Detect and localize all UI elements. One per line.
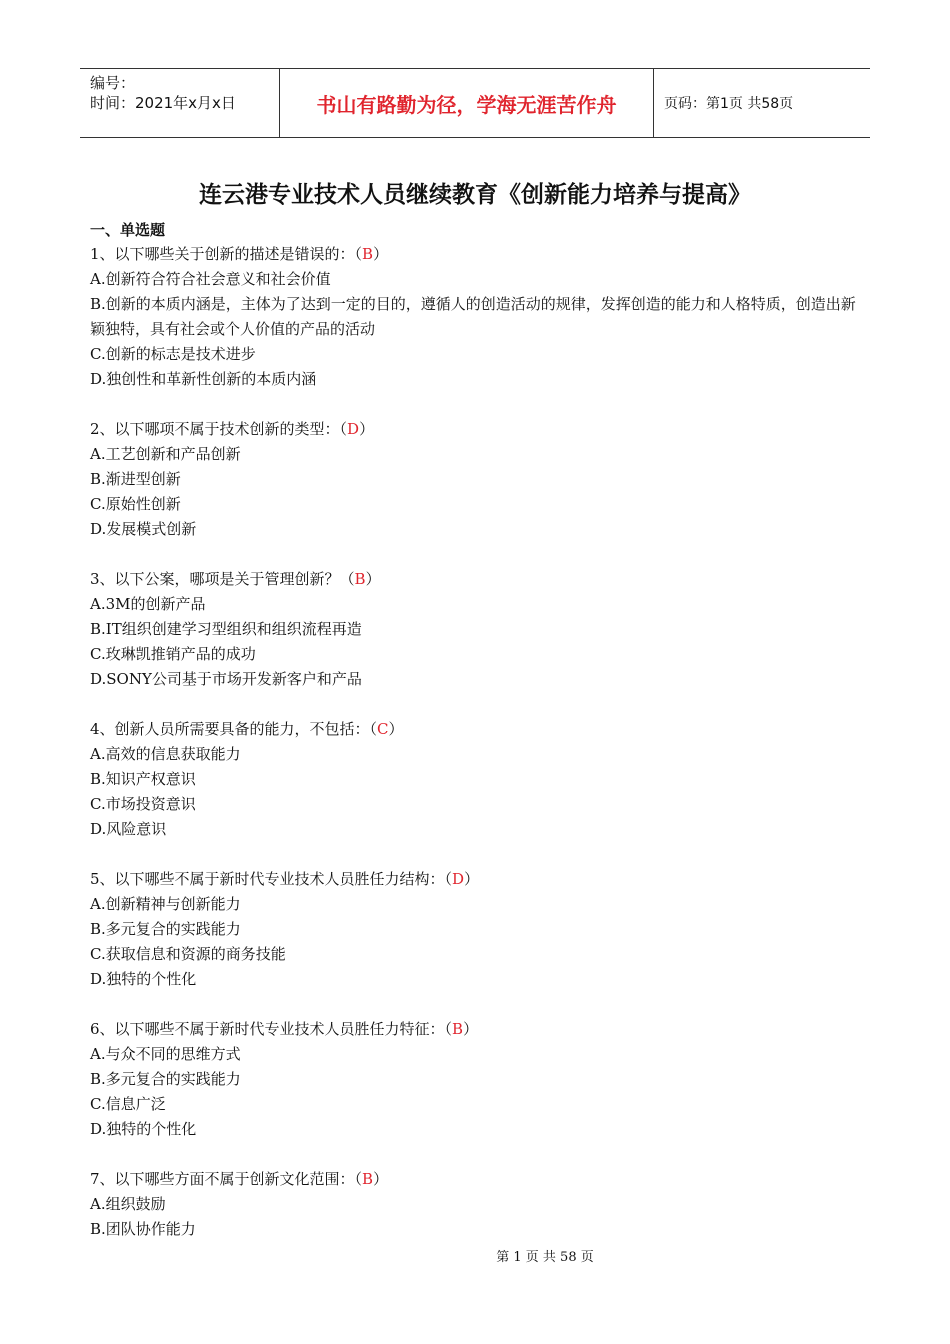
answer-letter: B (362, 1170, 374, 1188)
option-item: C.创新的标志是技术进步 (90, 345, 256, 363)
option-item: A.高效的信息获取能力 (90, 745, 241, 763)
question-stem (90, 867, 870, 892)
option-item: B.IT组织创建学习型组织和组织流程再造 (90, 620, 362, 638)
question-list (90, 242, 870, 1242)
option-item: A.工艺创新和产品创新 (90, 445, 241, 463)
time-label: 时间：2021年x月x日 (90, 94, 236, 112)
option-item: C.获取信息和资源的商务技能 (90, 945, 286, 963)
question-block (90, 1167, 870, 1242)
question-stem (90, 717, 870, 742)
answer-letter: B (354, 570, 366, 588)
option-item: A.创新符合符合社会意义和社会价值 (90, 270, 331, 288)
answer-close-paren: ） (388, 720, 404, 738)
question-block (90, 417, 870, 542)
footer-page-number: 第 1 页 共 58 页 (496, 1250, 594, 1265)
question-stem (90, 1167, 870, 1192)
question-block (90, 717, 870, 842)
page-header (80, 68, 870, 138)
question-text: 6、以下哪些不属于新时代专业技术人员胜任力特征：（ (90, 1020, 453, 1038)
answer-close-paren: ） (373, 245, 389, 263)
question-text: 3、以下公案，哪项是关于管理创新？（ (90, 570, 355, 588)
header-page-info: 页码：第1页 共58页 (664, 96, 794, 112)
option-item: A.组织鼓励 (90, 1195, 166, 1213)
question-text: 1、以下哪些关于创新的描述是错误的：（ (90, 245, 363, 263)
option-item: D.SONY公司基于市场开发新客户和产品 (90, 670, 362, 688)
option-item: C.原始性创新 (90, 495, 181, 513)
answer-letter: D (347, 420, 360, 438)
question-text: 5、以下哪些不属于新时代专业技术人员胜任力结构：（ (90, 870, 453, 888)
header-meta (80, 69, 280, 137)
option-item: B.多元复合的实践能力 (90, 920, 241, 938)
question-text: 7、以下哪些方面不属于创新文化范围：（ (90, 1170, 363, 1188)
header-motto: 书山有路勤为径，学海无涯苦作舟 (280, 69, 654, 137)
number-label: 编号： (90, 74, 136, 92)
answer-close-paren: ） (463, 1020, 479, 1038)
question-stem (90, 567, 870, 592)
answer-letter: B (452, 1020, 464, 1038)
option-item: D.独特的个性化 (90, 1120, 197, 1138)
question-stem (90, 1017, 870, 1042)
question-text: 4、创新人员所需要具备的能力，不包括：（ (90, 720, 378, 738)
option-item: D.独特的个性化 (90, 970, 197, 988)
option-item: C.市场投资意识 (90, 795, 196, 813)
answer-close-paren: ） (464, 870, 480, 888)
option-item: B.渐进型创新 (90, 470, 181, 488)
question-block (90, 567, 870, 692)
question-text: 2、以下哪项不属于技术创新的类型：（ (90, 420, 348, 438)
answer-letter: C (377, 720, 389, 738)
section-title: 一、单选题 (90, 221, 166, 239)
option-item: B.多元复合的实践能力 (90, 1070, 241, 1088)
option-item: B.知识产权意识 (90, 770, 196, 788)
option-item: B.创新的本质内涵是，主体为了达到一定的目的，遵循人的创造活动的规律，发挥创造的能力和人格特质，创造出新颖独特，具有社会或个人价值的产品的活动 (90, 295, 856, 338)
question-stem (90, 242, 870, 267)
option-item: A.与众不同的思维方式 (90, 1045, 241, 1063)
option-item: D.独创性和革新性创新的本质内涵 (90, 370, 317, 388)
option-item: D.发展模式创新 (90, 520, 197, 538)
question-block (90, 1017, 870, 1142)
answer-close-paren: ） (359, 420, 375, 438)
option-item: C.玫琳凯推销产品的成功 (90, 645, 256, 663)
option-item: C.信息广泛 (90, 1095, 166, 1113)
answer-close-paren: ） (373, 1170, 389, 1188)
document-body (90, 218, 870, 1267)
question-block (90, 242, 870, 392)
answer-letter: D (452, 870, 465, 888)
answer-close-paren: ） (365, 570, 381, 588)
question-stem (90, 417, 870, 442)
option-item: A.3M的创新产品 (90, 595, 206, 613)
answer-letter: B (362, 245, 374, 263)
option-item: D.风险意识 (90, 820, 167, 838)
option-item: B.团队协作能力 (90, 1220, 196, 1238)
page-footer (0, 1246, 950, 1265)
option-item: A.创新精神与创新能力 (90, 895, 241, 913)
document-title: 连云港专业技术人员继续教育《创新能力培养与提高》 (199, 182, 751, 208)
question-block (90, 867, 870, 992)
